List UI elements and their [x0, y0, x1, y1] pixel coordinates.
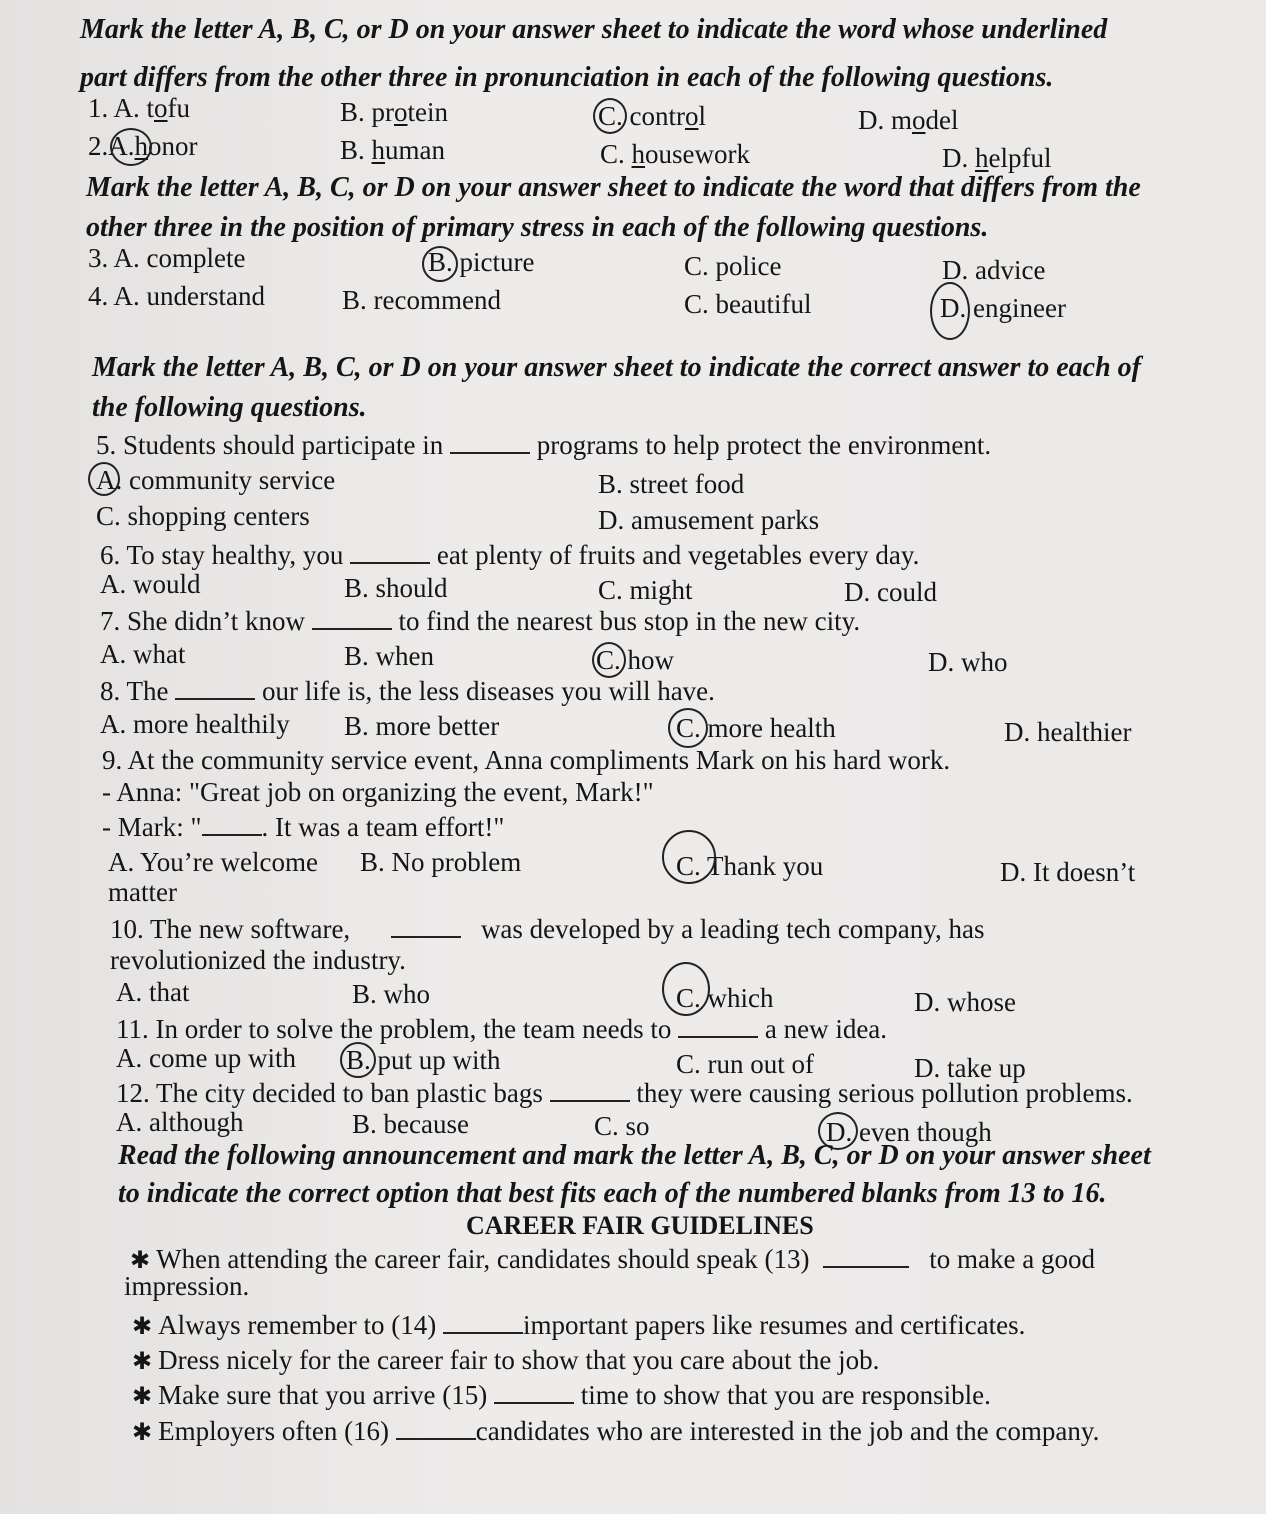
- q8-option-a: A. more healthily: [100, 709, 290, 739]
- answer-circle-q2: [110, 128, 152, 166]
- q5-option-b: B. street food: [598, 469, 745, 499]
- q3-option-b: B. picture: [428, 247, 535, 277]
- q9-blank: [202, 810, 262, 836]
- guideline-15: ✱ Make sure that you arrive (15) time to show that you are responsible.: [132, 1380, 991, 1410]
- q9-option-b: B. No problem: [360, 847, 522, 877]
- answer-circle-q7: [592, 642, 626, 678]
- instruction-stress-line2: other three in the position of primary stress in each of the following questions.: [86, 212, 989, 243]
- q11-option-b: B. put up with: [346, 1045, 501, 1075]
- q10-option-b: B. who: [352, 979, 431, 1009]
- q2-option-a: 2.A.honor: [88, 131, 198, 161]
- q1-option-b: B. protein: [340, 97, 448, 127]
- q6-option-c: C. might: [598, 575, 693, 605]
- q6-blank: [350, 538, 430, 564]
- answer-circle-q4: [930, 282, 970, 340]
- answer-circle-q8: [668, 708, 708, 748]
- q12-blank: [550, 1076, 630, 1102]
- q9-option-d: D. It doesn’t: [1000, 857, 1136, 887]
- q7-stem: 7. She didn’t know to find the nearest bus stop in the new city.: [100, 606, 861, 636]
- q5-stem: 5. Students should participate in programs to help protect the environment.: [96, 430, 992, 460]
- guideline-13: ✱ When attending the career fair, candidates should speak (13) to make a good: [130, 1244, 1095, 1274]
- q8-blank: [175, 674, 255, 700]
- q1-number: 1.: [88, 93, 109, 123]
- q10-option-d: D. whose: [914, 987, 1016, 1017]
- q6-option-a: A. would: [100, 569, 201, 599]
- answer-circle-q9: [662, 830, 716, 884]
- blank-15: [494, 1378, 574, 1404]
- q7-blank: [312, 604, 392, 630]
- q3-option-c: C. police: [684, 251, 782, 281]
- q4-option-b: B. recommend: [342, 285, 501, 315]
- q10-blank: [391, 912, 461, 938]
- q6-option-b: B. should: [344, 573, 448, 603]
- q12-stem: 12. The city decided to ban plastic bags they were causing serious pollution problems.: [116, 1078, 1133, 1108]
- blank-13: [823, 1242, 909, 1268]
- answer-circle-q5: [88, 462, 120, 496]
- q12-option-c: C. so: [594, 1111, 650, 1141]
- q11-option-a: A. come up with: [116, 1043, 296, 1073]
- q9-anna-line: - Anna: "Great job on organizing the event, Mark!": [102, 777, 654, 807]
- blank-16: [396, 1414, 476, 1440]
- q10-stem: 10. The new software, was developed by a leading tech company, has: [110, 914, 985, 944]
- instruction-correct-answer-line1: Mark the letter A, B, C, or D on your answer sheet to indicate the correct answer to each of: [92, 352, 1141, 383]
- guideline-13-continued: impression.: [124, 1271, 250, 1301]
- answer-circle-q11: [340, 1042, 376, 1078]
- q5-option-d: D. amusement parks: [598, 505, 820, 535]
- q8-option-d: D. healthier: [1004, 717, 1132, 747]
- q7-option-b: B. when: [344, 641, 434, 671]
- instruction-correct-answer-line2: the following questions.: [92, 392, 367, 423]
- star-bullet-icon: ✱: [132, 1384, 153, 1410]
- q4-option-c: C. beautiful: [684, 289, 812, 319]
- answer-circle-q3: [422, 246, 458, 282]
- q6-stem: 6. To stay healthy, you eat plenty of fruits and vegetables every day.: [100, 540, 920, 570]
- q9-option-c: C. Thank you: [676, 851, 824, 881]
- guideline-dress: ✱ Dress nicely for the career fair to show that you care about the job.: [132, 1345, 880, 1375]
- star-bullet-icon: ✱: [132, 1314, 153, 1340]
- q11-option-d: D. take up: [914, 1053, 1026, 1083]
- q8-option-c: C. more health: [676, 713, 836, 743]
- q11-blank: [678, 1012, 758, 1038]
- announcement-title: CAREER FAIR GUIDELINES: [466, 1211, 814, 1240]
- q2-option-d: D. helpful: [942, 143, 1052, 173]
- q2-option-b: B. human: [340, 135, 446, 165]
- instruction-pronunciation-line2: part differs from the other three in pronunciation in each of the following questions.: [80, 62, 1054, 93]
- q10-option-c: C. which: [676, 983, 774, 1013]
- star-bullet-icon: ✱: [132, 1420, 153, 1446]
- answer-circle-q10: [662, 962, 710, 1016]
- answer-circle-q1: [593, 98, 627, 134]
- star-bullet-icon: ✱: [130, 1248, 151, 1274]
- guideline-14: ✱ Always remember to (14) important papers like resumes and certificates.: [132, 1310, 1026, 1340]
- instruction-announcement-line1: Read the following announcement and mark the letter A, B, C, or D on your answer sheet: [118, 1140, 1151, 1171]
- q12-option-a: A. although: [116, 1107, 244, 1137]
- star-bullet-icon: ✱: [132, 1349, 153, 1375]
- q10-option-a: A. that: [116, 977, 190, 1007]
- q12-option-b: B. because: [352, 1109, 469, 1139]
- q2-option-c: C. housework: [600, 139, 750, 169]
- q1-option-c: C. control: [598, 101, 707, 131]
- q3-option-d: D. advice: [942, 255, 1046, 285]
- q5-option-c: C. shopping centers: [96, 501, 310, 531]
- q9-mark-line: - Mark: " . It was a team effort!": [102, 812, 505, 842]
- q8-stem: 8. The our life is, the less diseases you will have.: [100, 676, 715, 706]
- q9-stem: 9. At the community service event, Anna compliments Mark on his hard work.: [102, 745, 951, 775]
- guideline-16: ✱ Employers often (16) candidates who are interested in the job and the company.: [132, 1416, 1100, 1446]
- blank-14: [443, 1308, 523, 1334]
- q4-option-a: 4. A. understand: [88, 281, 265, 311]
- q5-blank: [450, 428, 530, 454]
- q10-stem-line2: revolutionized the industry.: [110, 945, 406, 975]
- q5-option-a: A. community service: [96, 465, 336, 495]
- instruction-pronunciation-line1: Mark the letter A, B, C, or D on your answer sheet to indicate the word whose underlined: [80, 14, 1108, 45]
- q11-stem: 11. In order to solve the problem, the team needs to a new idea.: [116, 1014, 888, 1044]
- q4-option-d: D. engineer: [940, 293, 1066, 323]
- q6-option-d: D. could: [844, 577, 937, 607]
- q9-option-a: A. You’re welcome: [108, 847, 318, 877]
- q7-option-a: A. what: [100, 639, 186, 669]
- q11-option-c: C. run out of: [676, 1049, 814, 1079]
- q1-option-d: D. model: [858, 105, 959, 135]
- instruction-stress-line1: Mark the letter A, B, C, or D on your answer sheet to indicate the word that differs from the: [86, 172, 1141, 203]
- q1-option-a: [88, 92, 190, 124]
- q9-option-d-continued: matter: [108, 877, 177, 907]
- q12-option-d: D. even though: [826, 1117, 992, 1147]
- q8-option-b: B. more better: [344, 711, 500, 741]
- q7-option-d: D. who: [928, 647, 1008, 677]
- q1-a-text: A. tofu: [113, 93, 191, 123]
- instruction-announcement-line2: to indicate the correct option that best fits each of the numbered blanks from 13 to 16.: [118, 1178, 1107, 1209]
- q3-option-a: 3. A. complete: [88, 243, 246, 273]
- q7-option-c: C. how: [596, 645, 675, 675]
